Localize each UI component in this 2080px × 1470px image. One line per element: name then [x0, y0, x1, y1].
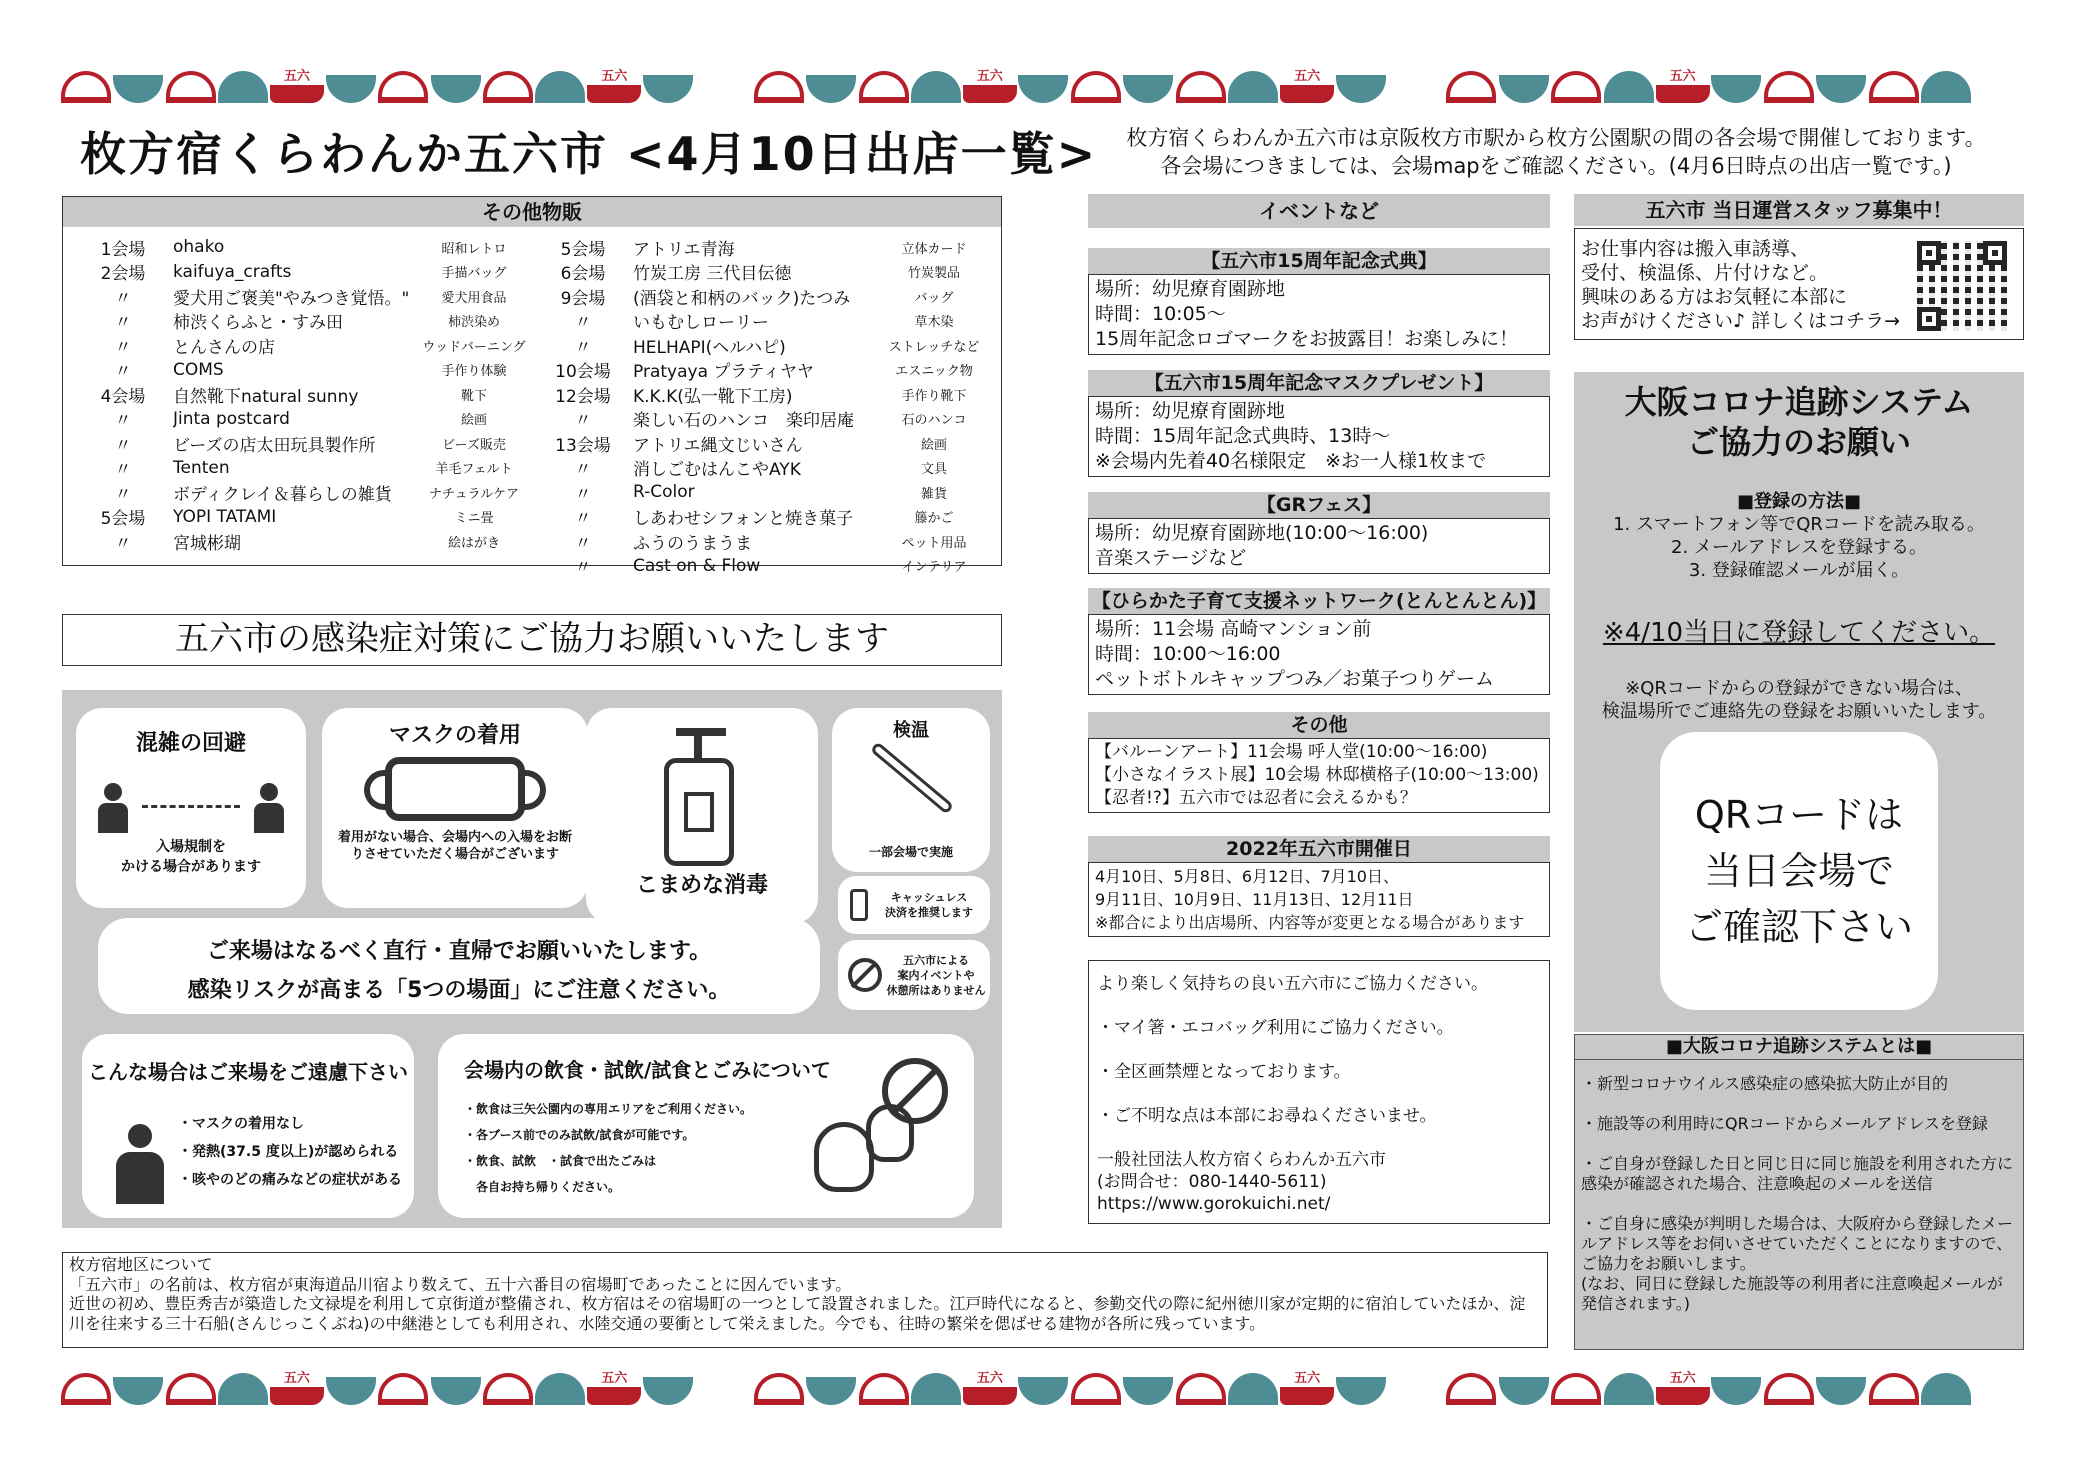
- brand-mark: 五六: [976, 1371, 1003, 1386]
- goods-category: ウッドバーニング: [422, 339, 526, 355]
- bowl-icon: [1123, 1365, 1174, 1405]
- goods-name: アトリエ縄文じいさん: [633, 435, 803, 456]
- brand-mark: 五六: [283, 1371, 310, 1386]
- goods-venue: 〃: [574, 484, 592, 505]
- sick-person-icon: [112, 1124, 168, 1204]
- goods-row: [533, 333, 993, 358]
- goods-row: [73, 235, 533, 260]
- goods-row: [73, 309, 533, 334]
- event-item: [1088, 588, 1550, 695]
- goods-venue: 〃: [114, 362, 132, 383]
- goods-venue: 13会場: [555, 435, 611, 456]
- bowl-icon: [1816, 1365, 1867, 1405]
- goods-list-left: [73, 235, 533, 578]
- bowl-icon: [805, 1365, 856, 1405]
- goods-category: ミニ畳: [454, 511, 494, 527]
- goods-category: 竹炭製品: [907, 266, 960, 282]
- infection-title: 五六市の感染症対策にご協力お願いいたします: [62, 614, 1002, 666]
- goods-row: [73, 407, 533, 432]
- goods-venue: 9会場: [560, 288, 606, 309]
- goods-row: [533, 431, 993, 456]
- qr-code-icon[interactable]: [1917, 241, 2007, 331]
- goods-venue: 〃: [114, 313, 132, 334]
- goods-venue: 〃: [114, 337, 132, 358]
- goods-name: とんさんの店: [173, 337, 275, 358]
- goods-row: [73, 358, 533, 383]
- bowl-icon: [217, 1365, 268, 1405]
- bowl-icon: [1551, 1365, 1602, 1405]
- event-title: 【ひらかた子育て支援ネットワーク(とんとんとん)】: [1088, 588, 1550, 614]
- boat-icon: [1280, 63, 1334, 103]
- refrain-items: ・マスクの着用なし ・発熱(37.5 度以上)が認められる ・咳やのどの痛みなどの症状がある: [178, 1116, 402, 1188]
- goods-venue: 〃: [574, 337, 592, 358]
- bowl-icon: [910, 63, 961, 103]
- page-title: 枚方宿くらわんか五六市 <4月10日出店一覧>: [80, 127, 1098, 181]
- goods-category: 柿渋染め: [447, 315, 500, 331]
- bowl-icon: [430, 1365, 481, 1405]
- goods-venue: 〃: [114, 533, 132, 554]
- bowl-icon: [1018, 63, 1069, 103]
- card-cashless: [838, 876, 990, 934]
- goods-row: [533, 456, 993, 481]
- goods-name: Cast on & Flow: [633, 555, 761, 576]
- bowl-icon: [165, 63, 216, 103]
- decorative-band-bottom: [60, 1362, 2030, 1408]
- bowl-icon: [1123, 63, 1174, 103]
- event-body: 場所：幼児療育園跡地(10:00〜16:00) 音楽ステージなど: [1088, 518, 1550, 574]
- goods-name: 消しごむはんこやAYK: [633, 460, 801, 481]
- bowl-icon: [165, 1365, 216, 1405]
- goods-category: 絵画: [460, 413, 487, 429]
- card-food: [438, 1034, 974, 1218]
- phone-icon: [850, 889, 868, 921]
- goods-venue: 5会場: [560, 239, 606, 260]
- bowl-icon: [1498, 1365, 1549, 1405]
- brand-mark: 五六: [1669, 69, 1696, 84]
- bowl-icon: [1070, 1365, 1121, 1405]
- temp-title: 検温: [893, 720, 929, 741]
- goods-category: ナチュラルケア: [429, 486, 519, 502]
- goods-venue: 〃: [114, 435, 132, 456]
- goods-venue: 〃: [114, 484, 132, 505]
- boat-icon: [963, 1365, 1017, 1405]
- goods-category: 石のハンコ: [901, 413, 967, 429]
- bowl-icon: [377, 1365, 428, 1405]
- brand-mark: 五六: [283, 69, 310, 84]
- bowl-icon: [1868, 63, 1919, 103]
- temp-sub: 一部会場で実施: [868, 845, 953, 859]
- goods-category: インテリア: [901, 560, 967, 576]
- brand-mark: 五六: [601, 69, 628, 84]
- goods-venue: 〃: [574, 411, 592, 432]
- boat-icon: [270, 1365, 324, 1405]
- boat-icon: [1656, 1365, 1710, 1405]
- brand-mark: 五六: [976, 69, 1003, 84]
- register-note: ※QRコードからの登録ができない場合は、 検温場所でご連絡先の登録をお願いいたします。: [1601, 678, 1997, 722]
- goods-venue: 〃: [574, 313, 592, 334]
- goods-name: ふうのうまうま: [633, 533, 752, 554]
- goods-category: 手作り体験: [441, 364, 507, 380]
- bowl-icon: [112, 63, 163, 103]
- event-body: 【バルーンアート】11会場 呼人堂(10:00〜16:00) 【小さなイラスト展】10会場 林邸横格子(10:00〜13:00) 【忍者!?】五六市では忍者に会えるかも？: [1088, 738, 1550, 813]
- card-refrain: [82, 1034, 414, 1218]
- goods-row: [73, 382, 533, 407]
- osaka-tracking-panel: [1574, 372, 2024, 1032]
- bowl-icon: [858, 63, 909, 103]
- whatis-body: ・新型コロナウイルス感染症の感染拡大防止が目的 ・施設等の利用時にQRコードからメールアドレスを登録 ・ご自身が登録した日と同じ日に同じ施設を利用された方に感染が確認された場合、注意喚起のメールを送信 ・ご自身に感染が判明した場合は、大阪府から登録したメールアドレス等をお伺いさせていただくことになりますので、ご協力をお願いします。 (なお、同日に登録した施設等の利用者に注意喚起メールが発信されます。): [1581, 1074, 2014, 1313]
- goods-name: kaifuya_crafts: [173, 261, 292, 282]
- boat-icon: [1656, 63, 1710, 103]
- goods-name: ビーズの店太田玩具製作所: [173, 435, 376, 456]
- goods-row: [533, 529, 993, 554]
- goods-category: エスニック物: [895, 364, 973, 380]
- event-title: 2022年五六市開催日: [1088, 836, 1550, 862]
- goods-name: YOPI TATAMI: [173, 506, 277, 527]
- cashless-sub: キャッシュレス 決済を推奨します: [885, 891, 973, 919]
- bowl-icon: [1711, 1365, 1762, 1405]
- goods-name: 竹炭工房 三代目伝徳: [633, 264, 792, 285]
- goods-row: [533, 260, 993, 285]
- brand-mark: 五六: [1294, 69, 1321, 84]
- bowl-icon: [430, 63, 481, 103]
- card-no-rest: [838, 940, 990, 1010]
- staff-heading: 五六市 当日運営スタッフ募集中！: [1574, 194, 2024, 226]
- goods-name: K.K.K(弘一靴下工房): [633, 386, 793, 407]
- goods-row: [533, 480, 993, 505]
- bowl-icon: [1446, 63, 1497, 103]
- goods-venue: 〃: [114, 411, 132, 432]
- goods-name: (酒袋と和柄のバック)たつみ: [633, 288, 851, 309]
- card-direct: [98, 918, 820, 1014]
- goods-row: [533, 554, 993, 579]
- bowl-icon: [1551, 63, 1602, 103]
- no-rest-icon: [848, 958, 882, 992]
- goods-name: Tenten: [173, 457, 230, 478]
- bowl-icon: [805, 63, 856, 103]
- footer-about: 枚方宿地区について 「五六市」の名前は、枚方宿が東海道品川宿より数えて、五十六番目の宿場町であったことに因んでいます。 近世の初め、豊臣秀吉が築造した文禄堤を利用して京街道が整備され、枚方宿はその宿場町の一つとして設置されました。江戸時代になると、参勤交代の際に紀州徳川家が定期的に宿泊していたほか、淀川を往来する三十石船(さんじっこくぶね)の中継港としても利用され、水陸交通の要衝として栄えました。今でも、往時の繁栄を偲ばせる建物が各所に残っています。: [62, 1252, 1548, 1348]
- bowl-icon: [325, 63, 376, 103]
- event-item: [1088, 492, 1550, 574]
- goods-row: [533, 407, 993, 432]
- bowl-icon: [753, 63, 804, 103]
- goods-category: 手描バッグ: [441, 266, 507, 282]
- boat-icon: [270, 63, 324, 103]
- mask-sub: 着用がない場合、会場内への入場をお断りさせていただく場合がございます: [337, 830, 572, 862]
- goods-panel: [62, 196, 1002, 579]
- method-heading: ■登録の方法■: [1736, 491, 1861, 512]
- goods-venue: 〃: [574, 460, 592, 481]
- goods-row: [533, 235, 993, 260]
- goods-row: [533, 358, 993, 383]
- goods-venue: 1会場: [100, 239, 146, 260]
- bowl-icon: [217, 63, 268, 103]
- goods-name: ohako: [173, 237, 225, 258]
- mask-title: マスクの着用: [388, 723, 521, 748]
- goods-venue: 〃: [574, 509, 592, 530]
- goods-row: [73, 260, 533, 285]
- goods-category: ペット用品: [901, 535, 967, 551]
- goods-category: 靴下: [460, 388, 487, 404]
- goods-venue: 4会場: [100, 386, 146, 407]
- goods-venue: 〃: [114, 288, 132, 309]
- goods-name: HELHAPI(ヘルハピ): [633, 337, 786, 358]
- bowl-icon: [910, 1365, 961, 1405]
- bowl-icon: [1816, 63, 1867, 103]
- bowl-icon: [1335, 63, 1386, 103]
- goods-heading: その他物販: [63, 197, 1001, 227]
- goods-row: [533, 309, 993, 334]
- card-temp: [832, 708, 990, 872]
- goods-venue: 5会場: [100, 509, 146, 530]
- bowl-icon: [1228, 1365, 1279, 1405]
- goods-row: [533, 505, 993, 530]
- card-mask: [322, 708, 588, 908]
- goods-row: [73, 284, 533, 309]
- no-rest-sub: 五六市による 案内イベントや 休憩所はありません: [886, 953, 986, 997]
- bowl-icon: [60, 63, 111, 103]
- goods-venue: 2会場: [100, 264, 146, 285]
- goods-name: Jinta postcard: [173, 408, 290, 429]
- food-items: ・飲食は三矢公園内の専用エリアをご利用ください。 ・各ブース前でのみ試飲/試食が可能です。 ・飲食、試飲 ・試食で出たごみは 各自お持ち帰りください。: [464, 1102, 753, 1194]
- goods-category: 草木染: [914, 315, 954, 331]
- bowl-icon: [325, 1365, 376, 1405]
- bowl-icon: [112, 1365, 163, 1405]
- crowd-sub: 入場規制を かける場合があります: [121, 839, 261, 875]
- goods-row: [73, 480, 533, 505]
- staff-body: お仕事内容は搬入車誘導、 受付、検温係、片付けなど。 興味のある方はお気軽に本部に お声がけください♪ 詳しくはコチラ→: [1581, 238, 1901, 332]
- whatis-heading: ■大阪コロナ追跡システムとは■: [1575, 1035, 2023, 1060]
- goods-row: [73, 456, 533, 481]
- bowl-icon: [377, 63, 428, 103]
- goods-category: 籐かご: [914, 511, 954, 527]
- goods-venue: 10会場: [555, 362, 611, 383]
- events-panel: [1088, 194, 1550, 228]
- event-title: 【五六市15周年記念マスクプレゼント】: [1088, 370, 1550, 396]
- goods-row: [73, 505, 533, 530]
- boat-icon: [963, 63, 1017, 103]
- bowl-icon: [858, 1365, 909, 1405]
- intro-text: 枚方宿くらわんか五六市は京阪枚方市駅から枚方公園駅の間の各会場で開催しております。 各会場につきましては、会場mapをご確認ください。(4月6日時点の出店一覧です。): [1126, 126, 1986, 178]
- goods-category: 手作り靴下: [901, 388, 967, 404]
- bowl-icon: [1070, 63, 1121, 103]
- goods-category: 愛犬用食品: [441, 290, 507, 306]
- goods-name: 楽しい石のハンコ 楽印居庵: [633, 411, 854, 432]
- sanitizer-bottle-icon: [586, 708, 818, 868]
- goods-category: バッグ: [914, 290, 954, 306]
- event-body: 場所：幼児療育園跡地 時間：15周年記念式典時、13時〜 ※会場内先着40名様限定 ※お一人様1枚まで: [1088, 396, 1550, 477]
- goods-category: 絵画: [920, 437, 947, 453]
- garbage-bag-icon-2: [866, 1104, 914, 1162]
- boat-icon: [1280, 1365, 1334, 1405]
- register-emphasis: ※4/10当日に登録してください。: [1602, 618, 1996, 648]
- bowl-icon: [1868, 1365, 1919, 1405]
- bowl-icon: [1228, 63, 1279, 103]
- goods-row: [73, 431, 533, 456]
- crowd-title: 混雑の回避: [135, 731, 246, 756]
- refrain-title: こんな場合はご来場をご遠慮下さい: [88, 1060, 408, 1084]
- goods-name: アトリエ青海: [633, 239, 735, 260]
- bowl-icon: [1498, 63, 1549, 103]
- direct-line1: ご来場はなるべく直行・直帰でお願いいたします。: [206, 939, 712, 964]
- event-title: 【GRフェス】: [1088, 492, 1550, 518]
- garbage-bag-icon: [814, 1122, 874, 1192]
- goods-name: しあわせシフォンと焼き菓子: [633, 509, 854, 530]
- event-title: 【五六市15周年記念式典】: [1088, 248, 1550, 274]
- goods-list-right: [533, 235, 993, 578]
- brand-mark: 五六: [1669, 1371, 1696, 1386]
- goods-name: 柿渋くらふと・すみ田: [173, 313, 343, 334]
- goods-category: 昭和レトロ: [441, 241, 507, 257]
- staff-panel: [1574, 194, 2024, 340]
- bowl-icon: [642, 63, 693, 103]
- event-item: [1088, 712, 1550, 813]
- bowl-icon: [753, 1365, 804, 1405]
- goods-category: 文具: [920, 462, 947, 478]
- goods-name: 自然靴下natural sunny: [173, 386, 359, 407]
- bowl-icon: [535, 63, 586, 103]
- mask-icon: [385, 757, 525, 821]
- food-title: 会場内の飲食・試飲/試食とごみについて: [464, 1058, 831, 1082]
- bowl-icon: [482, 1365, 533, 1405]
- event-body: 場所：幼児療育園跡地 時間：10:05〜 15周年記念ロゴマークをお披露目！お楽しみに！: [1088, 274, 1550, 355]
- event-body: 4月10日、5月8日、6月12日、7月10日、 9月11日、10月9日、11月13日、12月11日 ※都合により出店場所、内容等が変更となる場合があります: [1088, 862, 1550, 937]
- goods-venue: 12会場: [555, 386, 611, 407]
- goods-name: いもむしローリー: [633, 313, 769, 334]
- goods-row: [73, 333, 533, 358]
- infection-panel: [62, 690, 1002, 1228]
- osaka-whatis-panel: [1574, 1034, 2024, 1350]
- event-item: [1088, 370, 1550, 477]
- bowl-icon: [1603, 63, 1654, 103]
- osaka-title: 大阪コロナ追跡システム ご協力のお願い: [1624, 383, 1974, 461]
- bowl-icon: [482, 63, 533, 103]
- card-crowd: [76, 708, 306, 908]
- bowl-icon: [1603, 1365, 1654, 1405]
- bowl-icon: [1711, 63, 1762, 103]
- goods-category: 羊毛フェルト: [435, 462, 513, 478]
- notice-box: より楽しく気持ちの良い五六市にご協力ください。 ・マイ箸・エコバッグ利用にご協力ください。 ・全区画禁煙となっております。 ・ご不明な点は本部にお尋ねくださいませ。 一般社団法人枚方宿くらわんか五六市 (お問合せ：080-1440-5611) https://www.gorokuichi.net/: [1088, 960, 1550, 1224]
- boat-icon: [587, 1365, 641, 1405]
- bowl-icon: [1763, 63, 1814, 103]
- goods-name: 愛犬用ご褒美"やみつき覚悟。": [173, 288, 410, 309]
- brand-mark: 五六: [1294, 1371, 1321, 1386]
- goods-venue: 〃: [574, 533, 592, 554]
- goods-name: ボディクレイ＆暮らしの雑貨: [173, 484, 392, 505]
- boat-icon: [587, 63, 641, 103]
- event-body: 場所：11会場 高崎マンション前 時間：10:00〜16:00 ペットボトルキャップつみ／お菓子つりゲーム: [1088, 614, 1550, 695]
- method-steps: 1. スマートフォン等でQRコードを読み取る。 2. メールアドレスを登録する。 3. 登録確認メールが届く。: [1613, 514, 1985, 581]
- card-sanitize: [586, 708, 818, 924]
- bowl-icon: [535, 1365, 586, 1405]
- goods-row: [533, 382, 993, 407]
- goods-category: 絵はがき: [447, 535, 500, 551]
- goods-name: COMS: [173, 359, 224, 380]
- sanitize-title: こまめな消毒: [635, 873, 768, 898]
- bowl-icon: [1018, 1365, 1069, 1405]
- bowl-icon: [1921, 63, 1972, 103]
- bowl-icon: [1335, 1365, 1386, 1405]
- thermometer-icon: [832, 742, 990, 842]
- bowl-icon: [1175, 63, 1226, 103]
- goods-category: 雑貨: [920, 486, 947, 502]
- goods-category: ビーズ販売: [442, 437, 506, 453]
- bowl-icon: [1446, 1365, 1497, 1405]
- bowl-icon: [642, 1365, 693, 1405]
- people-distance-icon: [76, 757, 306, 837]
- goods-row: [73, 529, 533, 554]
- goods-row: [533, 284, 993, 309]
- goods-category: ストレッチなど: [888, 339, 980, 355]
- goods-name: Pratyaya プラティヤヤ: [633, 362, 815, 383]
- qr-placeholder: QRコードは 当日会場で ご確認下さい: [1660, 732, 1938, 1010]
- goods-name: R-Color: [633, 482, 695, 503]
- decorative-band-top: [60, 60, 2030, 106]
- goods-venue: 6会場: [560, 264, 606, 285]
- bowl-icon: [1921, 1365, 1972, 1405]
- bowl-icon: [1175, 1365, 1226, 1405]
- event-item: [1088, 248, 1550, 355]
- goods-name: 宮城彬瑚: [173, 533, 241, 554]
- direct-line2: 感染リスクが高まる「5つの場面」にご注意ください。: [187, 978, 731, 1003]
- event-title: その他: [1088, 712, 1550, 738]
- bowl-icon: [60, 1365, 111, 1405]
- event-item: [1088, 836, 1550, 937]
- goods-category: 立体カード: [901, 241, 967, 257]
- events-heading: イベントなど: [1088, 194, 1550, 228]
- goods-venue: 〃: [114, 460, 132, 481]
- bowl-icon: [1763, 1365, 1814, 1405]
- brand-mark: 五六: [601, 1371, 628, 1386]
- goods-venue: 〃: [574, 558, 592, 579]
